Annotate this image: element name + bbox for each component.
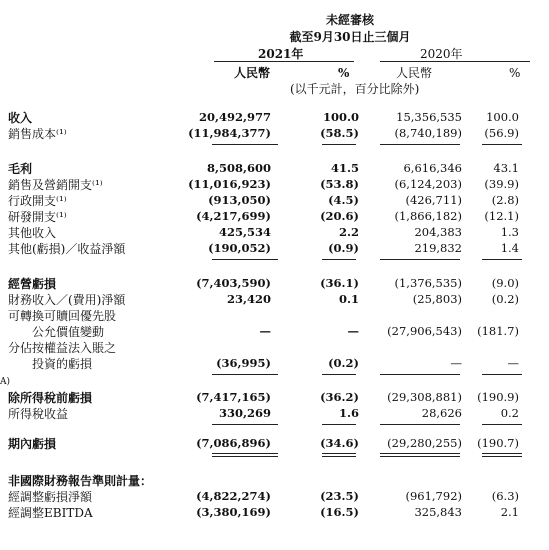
row-value: (36,995) <box>216 356 271 370</box>
subtotal-rule <box>380 144 460 145</box>
subtotal-rule <box>322 259 356 260</box>
row-value: (2.8) <box>491 193 519 207</box>
row-value: 100.0 <box>486 110 519 124</box>
row-value: (36.2) <box>320 390 359 404</box>
row-value: 330,269 <box>218 406 271 420</box>
total-double-rule <box>380 453 460 457</box>
subtotal-rule <box>380 424 460 425</box>
row-value: (6,124,203) <box>394 177 462 191</box>
row-value: 2.2 <box>338 225 359 239</box>
row-value: (27,906,543) <box>387 324 462 338</box>
row-value: (39.9) <box>484 177 519 191</box>
total-double-rule <box>212 453 278 457</box>
row-label-share-of-loss: 分佔按權益法入賬之 <box>8 341 117 355</box>
table-title: 未經審核 <box>325 13 374 27</box>
section-heading-non-ifrs: 非國際財務報告準則計量： <box>8 474 153 488</box>
year-2021-rule <box>214 61 354 62</box>
rmb-2020-header: 人民幣 <box>396 66 433 80</box>
row-label-preferred-shares: 可轉換可贖回優先股 <box>8 309 117 323</box>
row-value: (4.5) <box>328 193 359 207</box>
row-label-other-gains: 其他(虧損)／收益淨額 <box>8 242 126 256</box>
row-value: 425,534 <box>218 225 271 239</box>
row-value: 2.1 <box>500 505 519 519</box>
row-value: (16.5) <box>320 505 359 519</box>
row-label-adjusted-net-loss: 經調整虧損淨額 <box>8 490 93 504</box>
pct-2021-header: % <box>338 66 350 80</box>
row-label-share-of-loss-line2: 投資的虧損 <box>32 357 93 371</box>
row-value: 23,420 <box>226 292 271 306</box>
row-value: 6,616,346 <box>403 161 462 175</box>
row-value: (8,740,189) <box>394 126 462 140</box>
row-value: (0.2) <box>328 356 359 370</box>
subtotal-rule <box>380 259 460 260</box>
row-value: — <box>450 356 462 370</box>
row-value: 20,492,977 <box>198 110 271 124</box>
row-label-income-tax: 所得稅收益 <box>8 407 69 421</box>
row-value: 204,383 <box>414 225 462 239</box>
row-value: (56.9) <box>484 126 519 140</box>
row-value: (190,052) <box>208 241 271 255</box>
row-value: 28,626 <box>421 406 462 420</box>
row-value: 219,832 <box>414 241 462 255</box>
row-value: 325,843 <box>414 505 462 519</box>
row-value: — <box>507 356 519 370</box>
subtotal-rule <box>212 144 278 145</box>
row-value: (36.1) <box>320 276 359 290</box>
row-label-revenue: 收入 <box>8 111 33 125</box>
row-label-preferred-shares-line2: 公允價值變動 <box>32 325 105 339</box>
row-value: 0.2 <box>500 406 519 420</box>
row-label-rd-expenses: 研發開支⁽¹⁾ <box>8 210 67 224</box>
row-value: (7,086,896) <box>196 436 271 450</box>
row-value: (426,711) <box>405 193 462 207</box>
row-value: 1.6 <box>338 406 359 420</box>
row-value: 100.0 <box>322 110 359 124</box>
subtotal-rule <box>482 374 522 375</box>
row-value: (4,217,699) <box>196 209 271 223</box>
subtotal-rule <box>212 259 278 260</box>
row-value: 15,356,535 <box>396 110 462 124</box>
row-value: (7,417,165) <box>196 390 271 404</box>
subtotal-rule <box>482 259 522 260</box>
rmb-2021-header: 人民幣 <box>234 66 271 80</box>
subtotal-rule <box>322 374 356 375</box>
row-value: (0.2) <box>491 292 519 306</box>
row-label-loss-before-tax: 除所得稅前虧損 <box>8 391 93 405</box>
row-value: (25,803) <box>412 292 462 306</box>
row-value: (4,822,274) <box>196 489 271 503</box>
row-label-selling-expenses: 銷售及營銷開支⁽¹⁾ <box>8 178 103 192</box>
subtotal-rule <box>380 374 460 375</box>
row-value: 0.1 <box>338 292 359 306</box>
row-label-operating-loss: 經營虧損 <box>8 277 57 291</box>
subtotal-rule <box>322 424 356 425</box>
row-value: 43.1 <box>493 161 519 175</box>
row-value: 8,508,600 <box>206 161 271 175</box>
row-label-adjusted-ebitda: 經調整EBITDA <box>8 506 93 520</box>
pct-2020-header: % <box>509 66 521 80</box>
subtotal-rule <box>212 424 278 425</box>
row-value: (29,308,881) <box>387 390 462 404</box>
row-label-gross-profit: 毛利 <box>8 162 33 176</box>
row-label-cost-of-sales: 銷售成本⁽¹⁾ <box>8 127 67 141</box>
row-value: (0.9) <box>328 241 359 255</box>
row-value: (12.1) <box>484 209 519 223</box>
row-value: (58.5) <box>320 126 359 140</box>
row-value: (11,016,923) <box>188 177 271 191</box>
row-label-finance-income: 財務收入／(費用)淨額 <box>8 293 126 307</box>
row-value: (3,380,169) <box>196 505 271 519</box>
row-value: (34.6) <box>320 436 359 450</box>
total-double-rule <box>322 453 356 457</box>
subtotal-rule <box>322 144 356 145</box>
row-value: (9.0) <box>491 276 519 290</box>
row-value: 1.4 <box>500 241 519 255</box>
row-value: (913,050) <box>208 193 271 207</box>
row-value: — <box>259 324 271 338</box>
table-subtitle: 截至9月30日止三個月 <box>289 30 411 44</box>
unit-note: (以千元計，百分比除外) <box>290 82 420 96</box>
row-value: (29,280,255) <box>387 436 462 450</box>
row-value: (20.6) <box>320 209 359 223</box>
year-2021-header: 2021年 <box>258 47 304 61</box>
year-2020-header: 2020年 <box>420 47 463 61</box>
row-value: (11,984,377) <box>188 126 271 140</box>
row-label-other-income: 其他收入 <box>8 226 57 240</box>
row-value: (23.5) <box>320 489 359 503</box>
row-value: (961,792) <box>405 489 462 503</box>
row-value: (181.7) <box>477 324 519 338</box>
subtotal-rule <box>482 144 522 145</box>
year-2020-rule <box>380 61 530 62</box>
row-value: — <box>347 324 359 338</box>
row-value: 41.5 <box>330 161 359 175</box>
row-value: 1.3 <box>500 225 519 239</box>
subtotal-rule <box>482 424 522 425</box>
edge-mark: A) <box>0 377 11 387</box>
row-value: (1,866,182) <box>394 209 462 223</box>
row-value: (7,403,590) <box>196 276 271 290</box>
subtotal-rule <box>212 374 278 375</box>
row-value: (190.7) <box>477 436 519 450</box>
row-label-loss-for-period: 期內虧損 <box>8 437 57 451</box>
row-value: (1,376,535) <box>394 276 462 290</box>
row-value: (6.3) <box>491 489 519 503</box>
row-label-admin-expenses: 行政開支⁽¹⁾ <box>8 194 67 208</box>
row-value: (190.9) <box>477 390 519 404</box>
row-value: (53.8) <box>320 177 359 191</box>
total-double-rule <box>482 453 522 457</box>
